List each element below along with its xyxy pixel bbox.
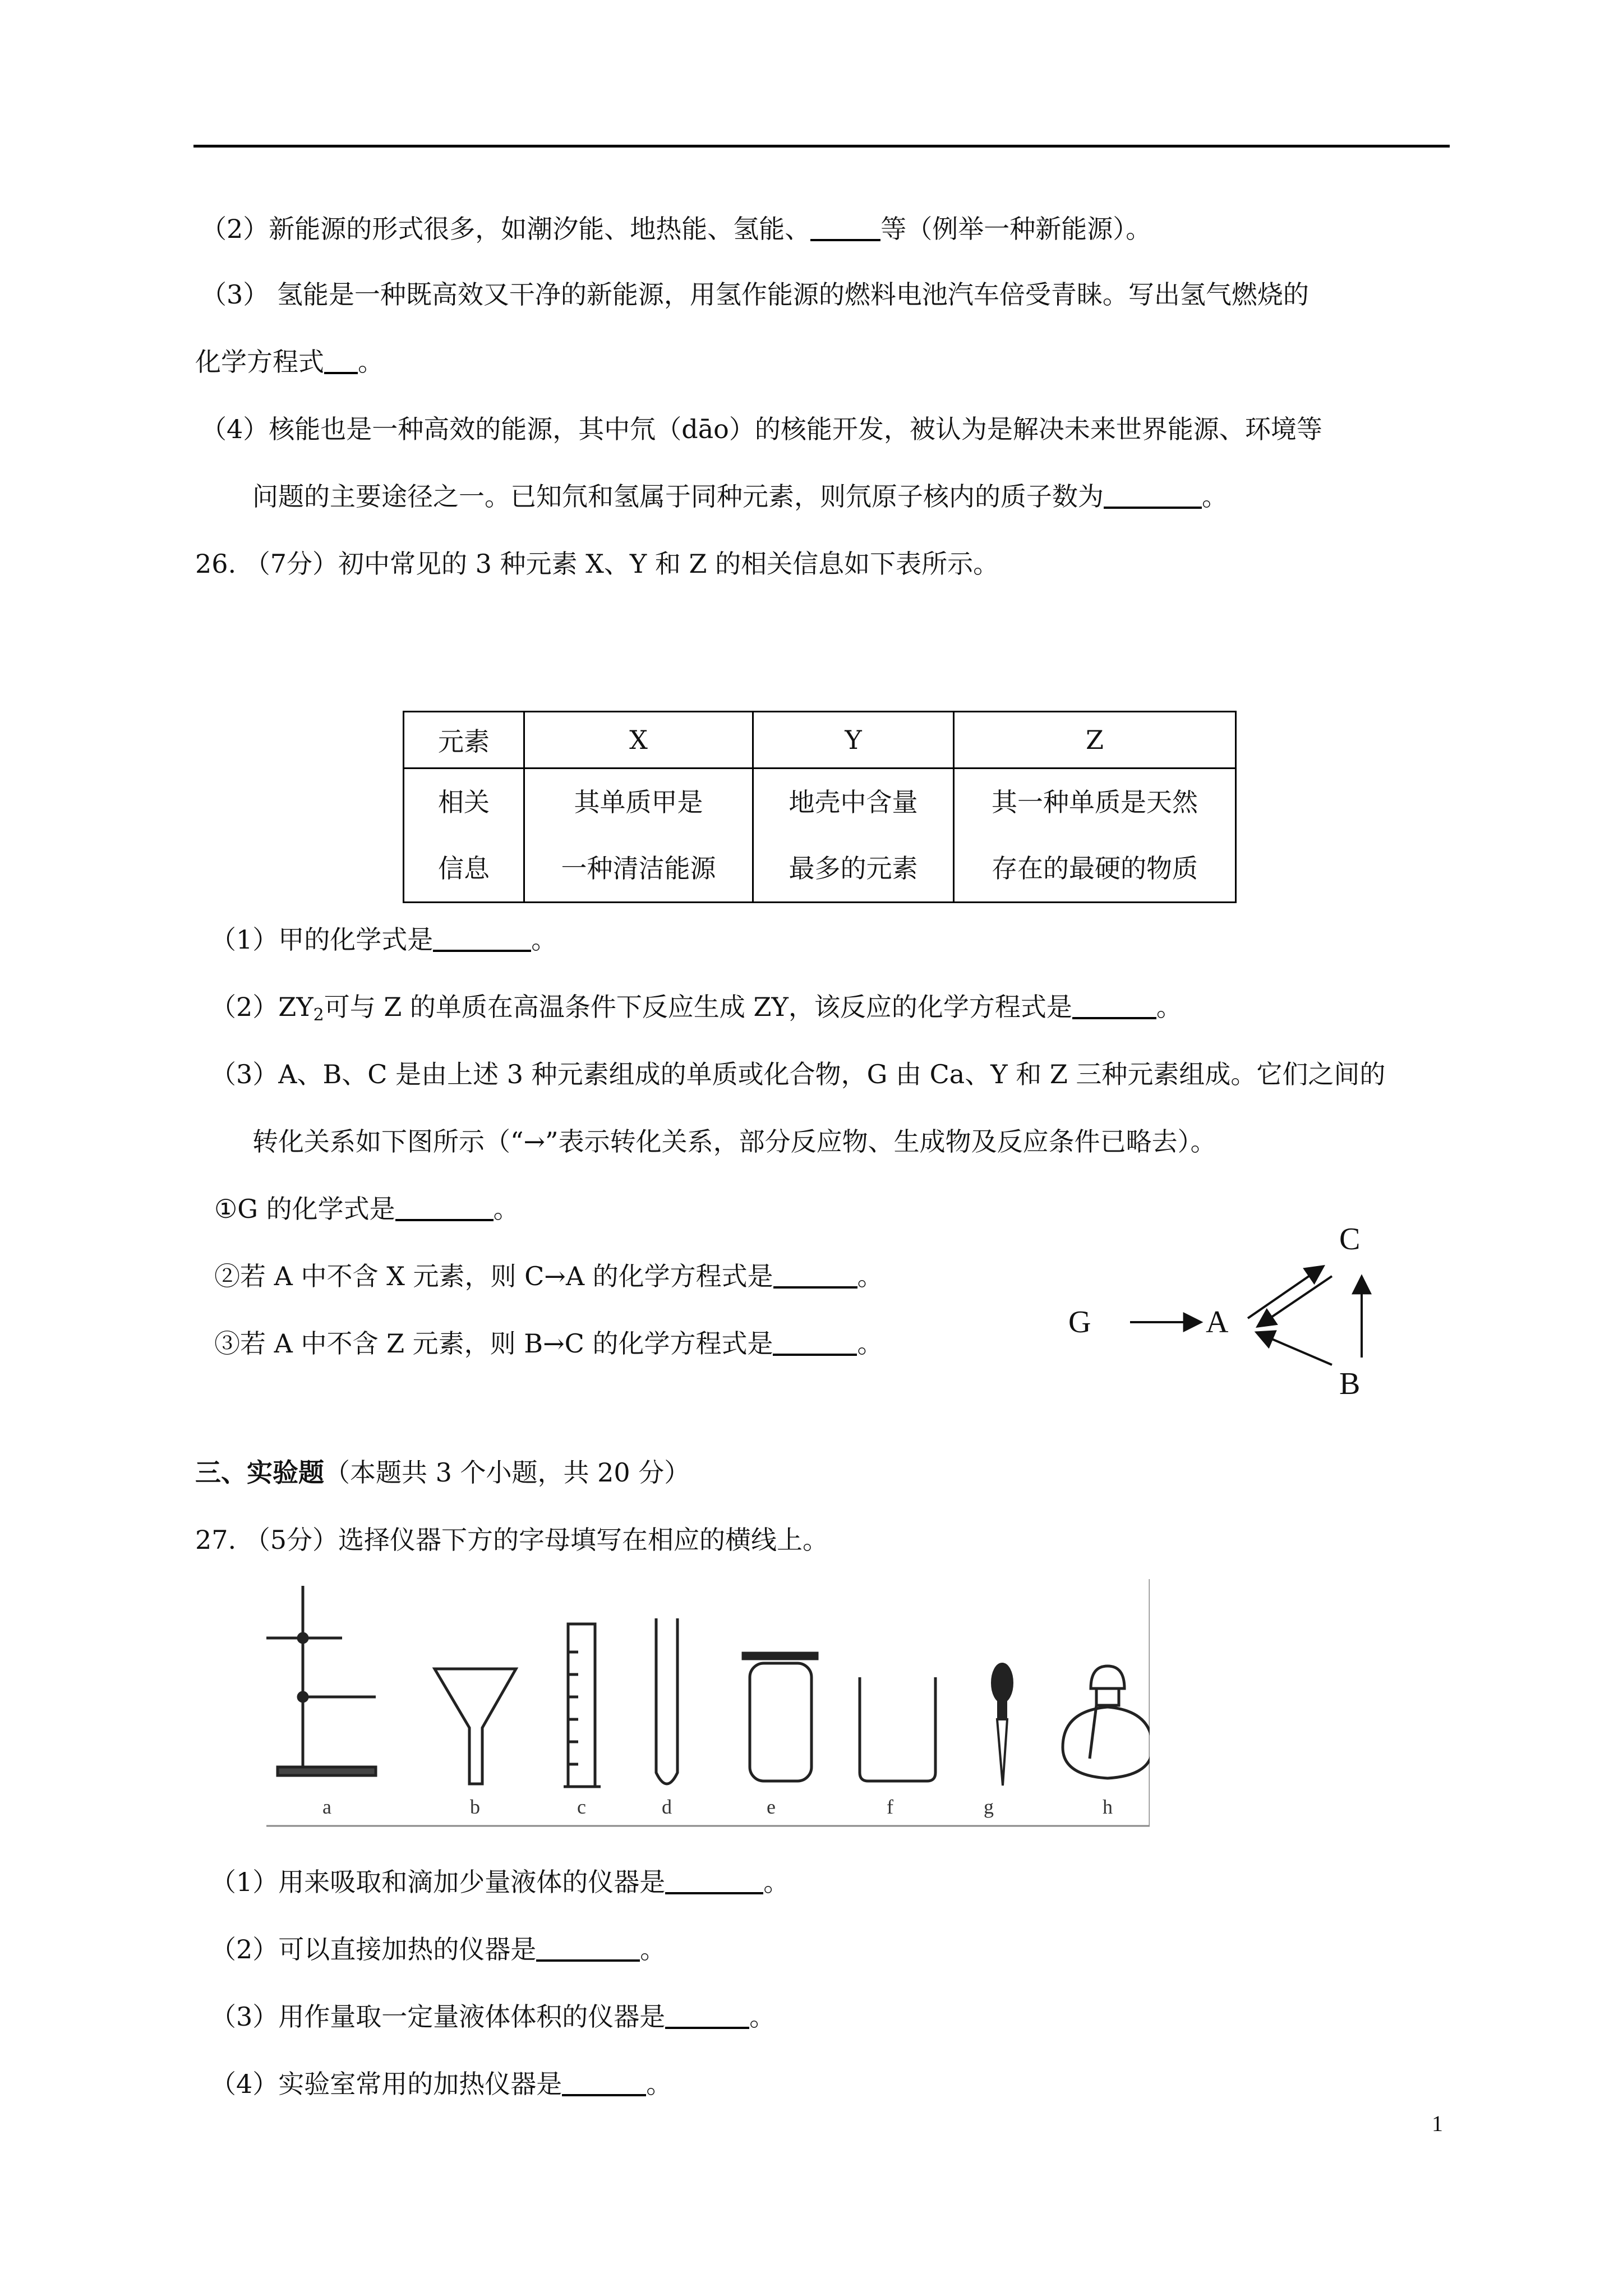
answer-blank[interactable] [1104,481,1202,509]
q26-part1: （1）甲的化学式是 。 [210,924,557,955]
q26-sub2: ②若 A 中不含 X 元素，则 C→A 的化学方程式是 。 [214,1261,883,1291]
conversion-diagram [1054,1214,1419,1405]
node-b: B [1339,1366,1361,1401]
answer-blank[interactable] [562,2068,646,2096]
answer-blank[interactable] [773,1260,857,1289]
dropper-icon [992,1664,1012,1786]
section3-heading: 三、实验题（本题共 3 个小题，共 20 分） [195,1457,690,1488]
q26-part3-line2: 转化关系如下图所示（“→”表示转化关系，部分反应物、生成物及反应条件已略去）。 [252,1126,1216,1157]
q26-intro: 26. （7分）初中常见的 3 种元素 X、Y 和 Z 的相关信息如下表所示。 [195,549,999,579]
q26-sub1: ①G 的化学式是 。 [214,1194,519,1224]
q27-part2: （2）可以直接加热的仪器是 。 [210,1934,666,1964]
q26-part2: $(2)ZY_2$可与 Z 的单质在高温条件下反应生成 ZY，该反应的化学方程式是 。 [210,992,1182,1025]
element-info-table [403,711,1237,903]
gas-jar-icon [743,1653,817,1781]
q27-part1: （1）用来吸取和滴加少量液体的仪器是 。 [210,1867,790,1897]
node-a: A [1206,1305,1229,1340]
instrument-label: b [470,1796,480,1818]
graduated-cylinder-icon [564,1624,601,1787]
funnel-icon [435,1669,516,1784]
answer-blank[interactable] [810,213,880,241]
answer-blank[interactable] [665,2001,749,2029]
instrument-label: a [322,1796,331,1818]
instrument-label: c [577,1796,586,1818]
node-g: G [1068,1305,1091,1340]
answer-blank[interactable] [536,1934,640,1962]
table-cell: X [524,712,753,769]
table-cell: 相关 信息 [404,769,524,903]
instrument-label: g [984,1796,994,1818]
arrow-a-to-c [1248,1266,1324,1318]
iron-stand-icon [266,1586,376,1775]
table-cell: 地壳中含量 最多的元素 [753,769,954,903]
q25-part3-line1: （3） 氢能是一种既高效又干净的新能源，用氢作能源的燃料电池汽车倍受青睐。写出氢气燃烧的 [201,279,1309,310]
q25-part4-line1: （4）核能也是一种高效的能源，其中氘（dāo）的核能开发，被认为是解决未来世界能源、环境等 [201,414,1322,444]
q25-part2: （2）新能源的形式很多，如潮汐能、地热能、氢能、 等（例举一种新能源）。 [201,214,1152,244]
table-cell: 其单质甲是 一种清洁能源 [524,769,753,903]
instrument-label: f [887,1796,893,1818]
q27-part3: （3）用作量取一定量液体体积的仪器是 。 [210,2001,776,2032]
node-c: C [1339,1222,1361,1257]
q27-intro: 27. （5分）选择仪器下方的字母填写在相应的横线上。 [195,1525,829,1555]
table-header-row [404,712,1236,769]
q27-part4: （4）实验室常用的加热仪器是 。 [210,2069,672,2099]
instrument-label: h [1103,1796,1113,1818]
alcohol-lamp-icon [1063,1666,1150,1778]
test-tube-icon [656,1618,677,1784]
q25-part4-line2: 问题的主要途径之一。已知氘和氢属于同种元素，则氘原子核内的质子数为 。 [252,481,1228,512]
page-number: 1 [1432,2111,1443,2136]
q26-part3-line1: （3）A、B、C 是由上述 3 种元素组成的单质或化合物，G 由 Ca、Y 和 Z 三种元素组成。它们之间的 [210,1059,1386,1089]
table-row [404,769,1236,903]
answer-blank[interactable] [773,1328,857,1356]
answer-blank[interactable] [395,1193,494,1221]
answer-blank[interactable] [433,924,531,952]
header-rule [193,145,1450,148]
lab-instruments-figure [266,1579,1150,1832]
q25-part3-line2: 化学方程式 。 [195,347,384,377]
arrow-c-to-a [1257,1276,1332,1327]
answer-blank[interactable] [665,1866,763,1894]
answer-blank[interactable] [324,346,358,374]
answer-blank[interactable] [1072,991,1156,1019]
arrow-b-to-a [1256,1332,1332,1365]
instrument-label: e [767,1796,776,1818]
table-cell: Z [954,712,1236,769]
table-cell: 其一种单质是天然 存在的最硬的物质 [954,769,1236,903]
table-cell: Y [753,712,954,769]
instrument-label: d [662,1796,672,1818]
beaker-icon [860,1677,935,1781]
table-cell: 元素 [404,712,524,769]
q26-sub3: ③若 A 中不含 Z 元素，则 B→C 的化学方程式是 。 [214,1328,883,1359]
